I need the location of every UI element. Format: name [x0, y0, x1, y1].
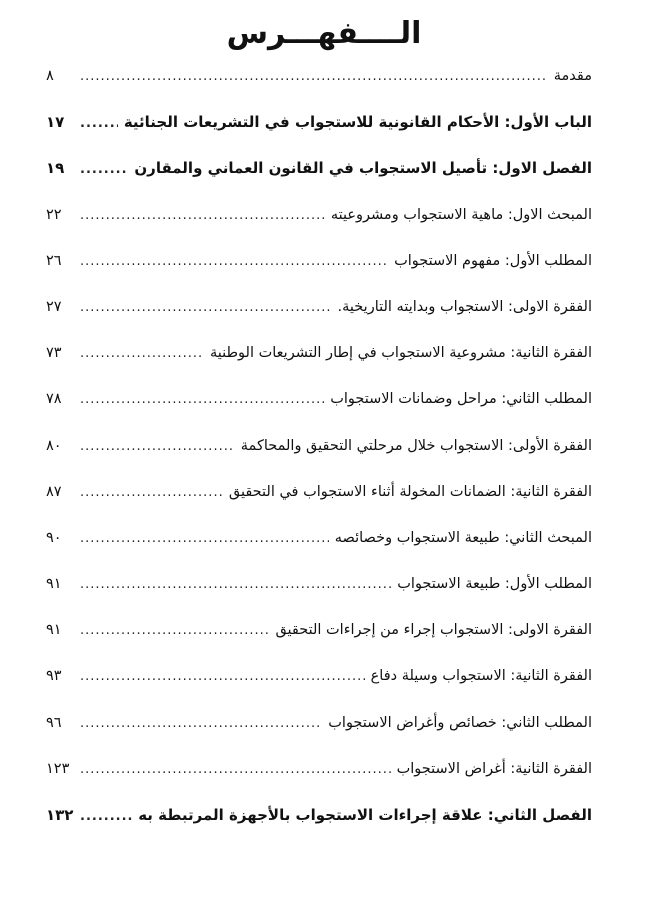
toc-entry-text: الفقرة الاولى: الاستجواب إجراء من إجراءات التحقيق — [275, 622, 592, 639]
dot-leader — [80, 248, 388, 276]
toc-entry — [46, 154, 592, 200]
dot-leader — [80, 156, 128, 184]
toc-entry-text: الفصل الثاني: علاقة إجراءات الاستجواب بالأجهزة المرتبطة به — [138, 806, 592, 824]
toc-entry-text: المبحث الاول: ماهية الاستجواب ومشروعيته — [330, 206, 592, 223]
toc-page-number: ٩٣ — [46, 668, 62, 685]
toc-page-number: ٢٧ — [46, 298, 62, 315]
toc-page-number: ١٢٣ — [46, 760, 70, 777]
toc-page-number: ٧٨ — [46, 391, 62, 408]
dot-leader — [80, 803, 132, 831]
toc-entry — [46, 755, 592, 801]
dot-leader — [80, 63, 548, 91]
toc-entry — [46, 662, 592, 708]
toc-entry — [46, 339, 592, 385]
toc-entry-text: الفصل الاول: تأصيل الاستجواب في القانون العماني والمقارن — [134, 159, 592, 178]
toc-page-number: ٢٢ — [46, 206, 62, 223]
dot-leader — [80, 525, 329, 553]
table-of-contents — [46, 62, 592, 847]
toc-entry — [46, 108, 592, 154]
toc-entry — [46, 293, 592, 339]
dot-leader — [80, 571, 391, 599]
toc-entry-text: الفقرة الثانية: أغراض الاستجواب — [396, 760, 592, 777]
toc-entry-text: الفقرة الثانية: مشروعية الاستجواب في إطار التشريعات الوطنية — [209, 345, 592, 362]
toc-entry-text: الفقرة الأولى: الاستجواب خلال مرحلتي التحقيق والمحاكمة — [240, 437, 592, 454]
toc-page-number: ٩١ — [46, 622, 62, 639]
dot-leader — [80, 433, 235, 461]
toc-page-number: ١٣٢ — [46, 806, 74, 824]
toc-entry-text: المطلب الثاني: مراحل وضمانات الاستجواب — [330, 391, 592, 408]
toc-page-number: ٩١ — [46, 576, 62, 593]
toc-page-number: ٨٠ — [46, 437, 62, 454]
toc-entry-text: المطلب الأول: طبيعة الاستجواب — [397, 576, 592, 593]
toc-page-number: ٢٦ — [46, 252, 62, 269]
dot-leader — [80, 756, 391, 784]
toc-entry — [46, 432, 592, 478]
toc-page-number: ١٧ — [46, 113, 65, 132]
dot-leader — [80, 663, 365, 691]
toc-page-number: ٧٣ — [46, 345, 62, 362]
toc-entry — [46, 801, 592, 847]
toc-entry-text: مقدمة — [553, 68, 592, 84]
dot-leader — [80, 340, 204, 368]
toc-entry-text: الفقرة الثانية: الضمانات المخولة أثناء الاستجواب في التحقيق — [228, 483, 592, 500]
toc-page-number: ٨ — [46, 68, 54, 84]
dot-leader — [80, 110, 118, 138]
toc-entry-text: المطلب الأول: مفهوم الاستجواب — [394, 252, 592, 269]
toc-page-number: ٩٠ — [46, 529, 62, 546]
toc-entry — [46, 478, 592, 524]
toc-entry — [46, 247, 592, 293]
toc-page-number: ٩٦ — [46, 714, 62, 731]
toc-entry-text: المطلب الثاني: خصائص وأغراض الاستجواب — [328, 714, 592, 731]
toc-entry — [46, 201, 592, 247]
toc-entry — [46, 709, 592, 755]
toc-entry — [46, 62, 592, 108]
toc-entry — [46, 616, 592, 662]
dot-leader — [80, 710, 322, 738]
dot-leader — [80, 617, 269, 645]
toc-entry-text: الفقرة الثانية: الاستجواب وسيلة دفاع — [370, 668, 592, 685]
toc-entry-text: المبحث الثاني: طبيعة الاستجواب وخصائصه — [334, 529, 592, 546]
toc-entry — [46, 385, 592, 431]
dot-leader — [80, 479, 223, 507]
dot-leader — [80, 202, 325, 230]
toc-page-number: ١٩ — [46, 159, 65, 178]
toc-entry — [46, 570, 592, 616]
toc-entry — [46, 524, 592, 570]
toc-page-number: ٨٧ — [46, 483, 62, 500]
dot-leader — [80, 294, 332, 322]
toc-entry-text: الفقرة الاولى: الاستجواب وبدايته التاريخية. — [337, 298, 592, 315]
dot-leader — [80, 386, 324, 414]
toc-entry-text: الباب الأول: الأحكام القانونية للاستجواب في التشريعات الجنائية — [123, 113, 592, 132]
page-title: الــــفهـــرس — [226, 16, 422, 51]
